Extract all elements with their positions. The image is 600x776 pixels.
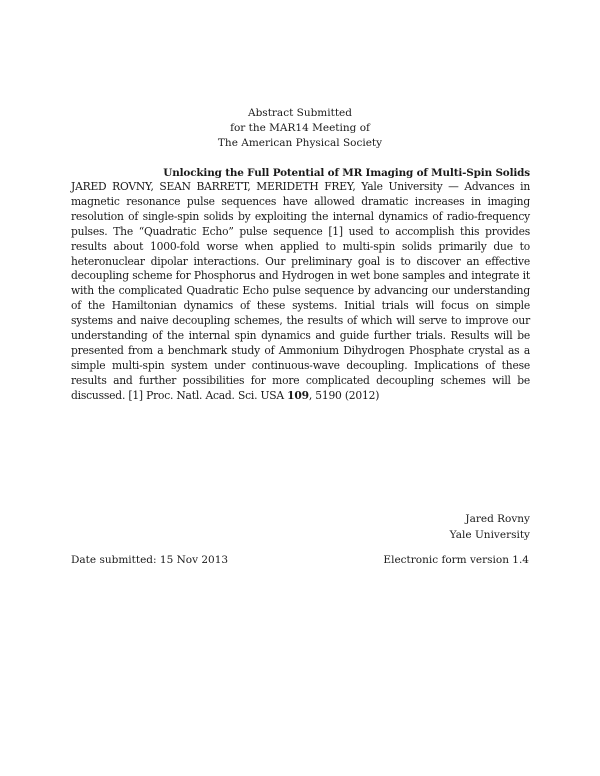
submitter-affiliation: Yale University <box>449 529 530 541</box>
abstract-body: Advances in magnetic resonance pulse sequences have allowed dramatic increases in imaging resolution of single-spin solids by exploiting the internal dynamics of radio-frequency pulses. The “Quadratic Echo” pulse sequence [1] used to accomplish this provides results about 1000-fold worse when applied to multi-spin solids primarily due to heteronuclear dipolar interactions. Our preliminary goal is to discover an effective decoupling scheme for Phosphorus and Hydrogen in wet bone samples and integrate it with the complicated Quadratic Echo pulse sequence by advancing our understanding of the Hamiltonian dynamics of these systems. Initial trials will focus on simple systems and naive decoupling schemes, the results of which will serve to improve our understanding of the internal spin dynamics and guide further trials. Results will be presented from a benchmark study of Ammonium Dihydrogen Phosphate crystal as a simple multi-spin system under continuous-wave decoupling. Implications of these results and further possibilities for more complicated decoupling schemes will be discussed. <box>71 180 530 402</box>
abstract-authors: JARED ROVNY, SEAN BARRETT, MERIDETH FREY, Yale University <box>71 180 443 193</box>
form-version: Electronic form version 1.4 <box>383 554 529 566</box>
abstract-text: JARED ROVNY, SEAN BARRETT, MERIDETH FREY, Yale University — Advances in magnetic resonance pulse sequences have allowed dramatic increases in imaging resolution of single-spin solids by exploiting the internal dynamics of radio-frequency pulses. The “Quadratic Echo” pulse sequence [1] used to accomplish this provides results about 1000-fold worse when applied to multi-spin solids primarily due to heteronuclear dipolar interactions. Our preliminary goal is to discover an effective decoupling scheme for Phosphorus and Hydrogen in wet bone samples and integrate it with the complicated Quadratic Echo pulse sequence by advancing our understanding of the Hamiltonian dynamics of these systems. Initial trials will focus on simple systems and naive decoupling schemes, the results of which will serve to improve our understanding of the internal spin dynamics and guide further trials. Results will be presented from a benchmark study of Ammonium Dihydrogen Phosphate crystal as a simple multi-spin system under continuous-wave decoupling. Implications of these results and further possibilities for more complicated decoupling schemes will be discussed. [1] Proc. Natl. Acad. Sci. USA 109, 5190 (2012) <box>71 180 530 402</box>
submitter-signature <box>450 511 530 543</box>
submitter-name: Jared Rovny <box>465 513 530 525</box>
reference-prefix: [1] Proc. Natl. Acad. Sci. USA <box>128 388 284 402</box>
date-submitted: Date submitted: 15 Nov 2013 <box>71 554 229 566</box>
header-line-2: for the MAR14 Meeting of <box>230 122 370 134</box>
reference-suffix: , 5190 (2012) <box>308 388 380 402</box>
reference-volume: 109 <box>287 388 309 402</box>
header-line-3: The American Physical Society <box>217 137 383 149</box>
header-line-1: Abstract Submitted <box>248 107 352 119</box>
abstract-title: Unlocking the Full Potential of MR Imaging of Multi-Spin Solids <box>163 167 530 179</box>
submission-header <box>0 106 600 151</box>
